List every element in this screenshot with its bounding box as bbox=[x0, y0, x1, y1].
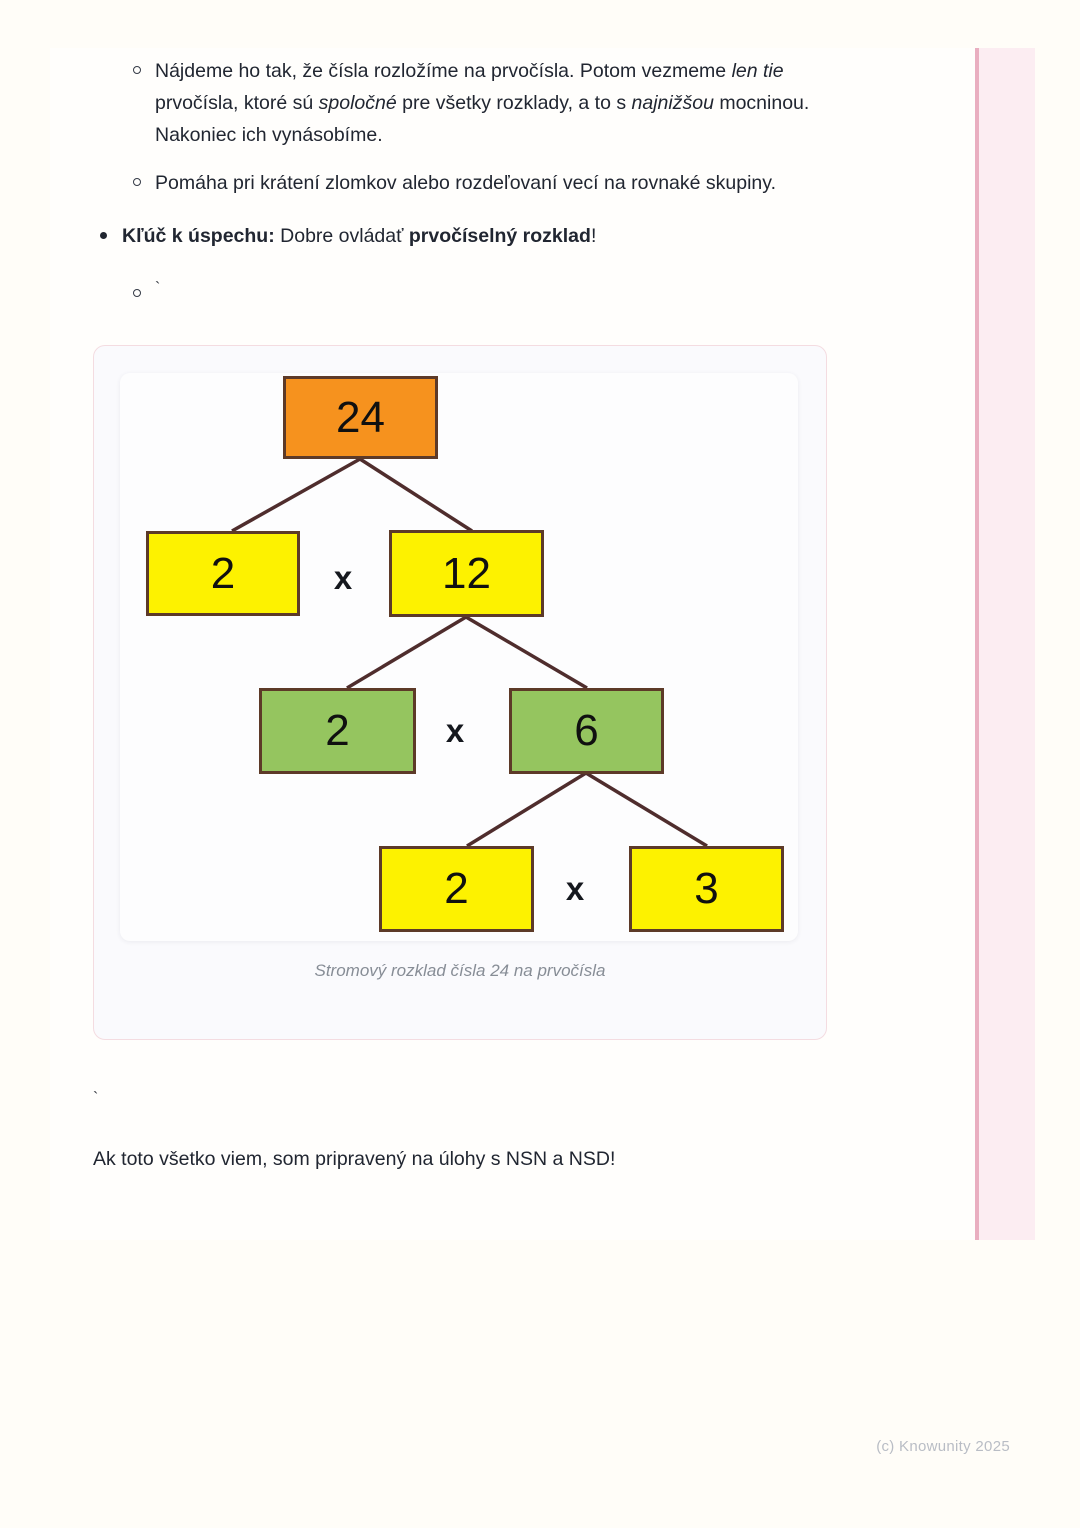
list-item-key-to-success bbox=[100, 220, 596, 252]
tree-node-label: 2 bbox=[444, 864, 469, 913]
tree-node-12 bbox=[389, 530, 544, 617]
stray-backtick: ` bbox=[155, 280, 161, 297]
multiply-operator: x bbox=[445, 712, 465, 749]
factor-tree-image bbox=[120, 373, 798, 941]
tree-node-24 bbox=[283, 376, 438, 459]
bold-segment: Kľúč k úspechu: bbox=[122, 225, 275, 247]
list-item-text bbox=[122, 220, 596, 252]
closing-sentence: Ak toto všetko viem, som pripravený na úlohy s NSN a NSD! bbox=[93, 1148, 616, 1170]
tree-node-2-level3 bbox=[379, 846, 534, 932]
tree-node-label: 12 bbox=[442, 548, 491, 598]
circle-bullet-icon bbox=[133, 289, 141, 297]
list-item-method bbox=[133, 55, 845, 151]
tree-node-6 bbox=[509, 688, 664, 774]
figure-card bbox=[93, 345, 827, 1040]
italic-segment: spoločné bbox=[318, 92, 397, 114]
tree-node-label: 2 bbox=[325, 706, 350, 755]
italic-segment: len tie bbox=[731, 60, 784, 82]
italic-segment: najnižšou bbox=[631, 92, 714, 114]
list-item-text: Pomáha pri krátení zlomkov alebo rozdeľovaní vecí na rovnaké skupiny. bbox=[155, 172, 776, 194]
tree-node-label: 6 bbox=[574, 706, 599, 755]
multiply-operator: x bbox=[565, 870, 585, 907]
tree-node-2-level2 bbox=[259, 688, 416, 774]
circle-bullet-icon bbox=[133, 178, 141, 186]
page-margin-accent-bar bbox=[975, 48, 1035, 1240]
tree-node-label: 3 bbox=[694, 864, 719, 913]
figure-caption: Stromový rozklad čísla 24 na prvočísla bbox=[314, 961, 606, 980]
text-segment: pre všetky rozklady, a to s bbox=[396, 92, 632, 114]
tree-node-3 bbox=[629, 846, 784, 932]
text-segment: Nájdeme ho tak, že čísla rozložíme na prvočísla. Potom vezmeme bbox=[155, 60, 732, 82]
bold-segment: prvočíselný rozklad bbox=[408, 225, 591, 247]
tree-node-2-level1 bbox=[146, 531, 300, 616]
text-segment: ! bbox=[590, 225, 597, 247]
list-item-empty-tick bbox=[133, 278, 160, 300]
disc-bullet-icon bbox=[100, 232, 107, 239]
multiply-operator: x bbox=[333, 559, 353, 596]
text-segment: prvočísla, ktoré sú bbox=[155, 92, 319, 114]
circle-bullet-icon bbox=[133, 66, 141, 74]
list-item-benefit bbox=[133, 167, 776, 199]
copyright-footer: (c) Knowunity 2025 bbox=[876, 1438, 1010, 1455]
tree-node-label: 2 bbox=[210, 548, 236, 598]
text-segment: Dobre ovládať bbox=[274, 225, 409, 247]
tree-node-label: 24 bbox=[336, 392, 385, 442]
list-item-text bbox=[155, 55, 845, 151]
stray-backtick: ` bbox=[93, 1090, 99, 1107]
text-segment: mocninou. Nakoniec ich vynásobíme. bbox=[155, 92, 810, 146]
